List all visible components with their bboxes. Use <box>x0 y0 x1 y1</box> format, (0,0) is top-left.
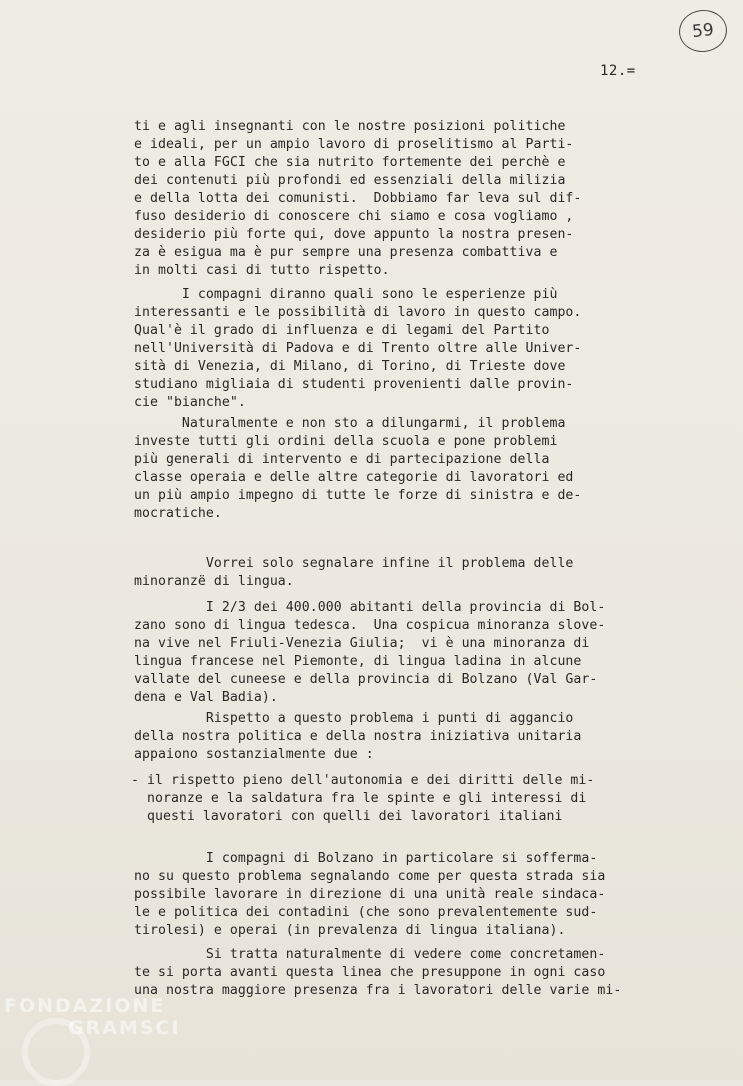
watermark-line-1: FONDAZIONE <box>4 995 166 1017</box>
text-line: sità di Venezia, di Milano, di Torino, di Trieste dove <box>134 359 566 374</box>
text-line: vallate del cuneese e della provincia di Bolzano (Val Gar- <box>134 672 598 687</box>
text-line: minoranzë di lingua. <box>134 574 294 589</box>
text-line: dei contenuti più profondi ed essenziali della milizia <box>134 173 566 188</box>
text-line: questi lavoratori con quelli dei lavoratori italiani <box>131 809 563 824</box>
text-line: I compagni diranno quali sono le esperienze più <box>134 287 558 302</box>
text-line: in molti casi di tutto rispetto. <box>134 263 390 278</box>
text-line: Naturalmente e non sto a dilungarmi, il problema <box>134 416 566 431</box>
text-line: classe operaia e delle altre categorie di lavoratori ed <box>134 470 574 485</box>
watermark <box>4 995 181 1039</box>
text-line: investe tutti gli ordini della scuola e pone problemi <box>134 434 558 449</box>
text-line: tirolesi) e operai (in prevalenza di lingua italiana). <box>134 923 566 938</box>
text-line: una nostra maggiore presenza fra i lavoratori delle varie mi- <box>134 983 622 998</box>
text-line: Vorrei solo segnalare infine il problema delle <box>134 556 574 571</box>
text-line: noranze e la saldatura fra le spinte e gli interessi di <box>131 791 587 806</box>
text-line: dena e Val Badia). <box>134 690 278 705</box>
text-line: I compagni di Bolzano in particolare si sofferma- <box>134 851 598 866</box>
watermark-line-2: GRAMSCI <box>68 1017 181 1039</box>
text-line: fuso desiderio di conoscere chi siamo e cosa vogliamo , <box>134 209 574 224</box>
text-line: na vive nel Friuli-Venezia Giulia; vi è una minoranza di <box>134 636 590 651</box>
text-line: e ideali, per un ampio lavoro di proselitismo al Parti- <box>134 137 574 152</box>
text-line: to e alla FGCI che sia nutrito fortemente dei perchè e <box>134 155 566 170</box>
text-line: - il rispetto pieno dell'autonomia e dei diritti delle mi- <box>131 773 595 788</box>
text-line: zano sono di lingua tedesca. Una cospicua minoranza slove- <box>134 618 606 633</box>
text-line: interessanti e le possibilità di lavoro in questo campo. <box>134 305 582 320</box>
text-line: e della lotta dei comunisti. Dobbiamo far leva sul dif- <box>134 191 582 206</box>
text-line: un più ampio impegno di tutte le forze di sinistra e de- <box>134 488 582 503</box>
text-line: le e politica dei contadini (che sono prevalentemente sud- <box>134 905 598 920</box>
text-line: ti e agli insegnanti con le nostre posizioni politiche <box>134 119 566 134</box>
text-line: della nostra politica e della nostra iniziativa unitaria <box>134 729 582 744</box>
text-line: appaiono sostanzialmente due : <box>134 747 374 762</box>
text-line: te si porta avanti questa linea che presuppone in ogni caso <box>134 965 606 980</box>
text-line: Rispetto a questo problema i punti di aggancio <box>134 711 574 726</box>
page-number: 12.= <box>600 63 636 79</box>
text-line: desiderio più forte qui, dove appunto la nostra presen- <box>134 227 574 242</box>
text-line: no su questo problema segnalando come per questa strada sia <box>134 869 606 884</box>
text-line: possibile lavorare in direzione di una unità reale sindaca- <box>134 887 606 902</box>
text-line: Si tratta naturalmente di vedere come concretamen- <box>134 947 606 962</box>
text-line: mocratiche. <box>134 506 222 521</box>
text-line: studiano migliaia di studenti provenienti dalle provin- <box>134 377 574 392</box>
text-line: I 2/3 dei 400.000 abitanti della provincia di Bol- <box>134 600 606 615</box>
text-line: cie "bianche". <box>134 395 246 410</box>
text-line: più generali di intervento e di partecipazione della <box>134 452 550 467</box>
text-line: lingua francese nel Piemonte, di lingua ladina in alcune <box>134 654 582 669</box>
text-line: Qual'è il grado di influenza e di legami del Partito <box>134 323 550 338</box>
text-line: za è esigua ma è pur sempre una presenza combattiva e <box>134 245 558 260</box>
text-line: nell'Università di Padova e di Trento oltre alle Univer- <box>134 341 582 356</box>
archive-number-stamp: 59 <box>677 8 729 55</box>
